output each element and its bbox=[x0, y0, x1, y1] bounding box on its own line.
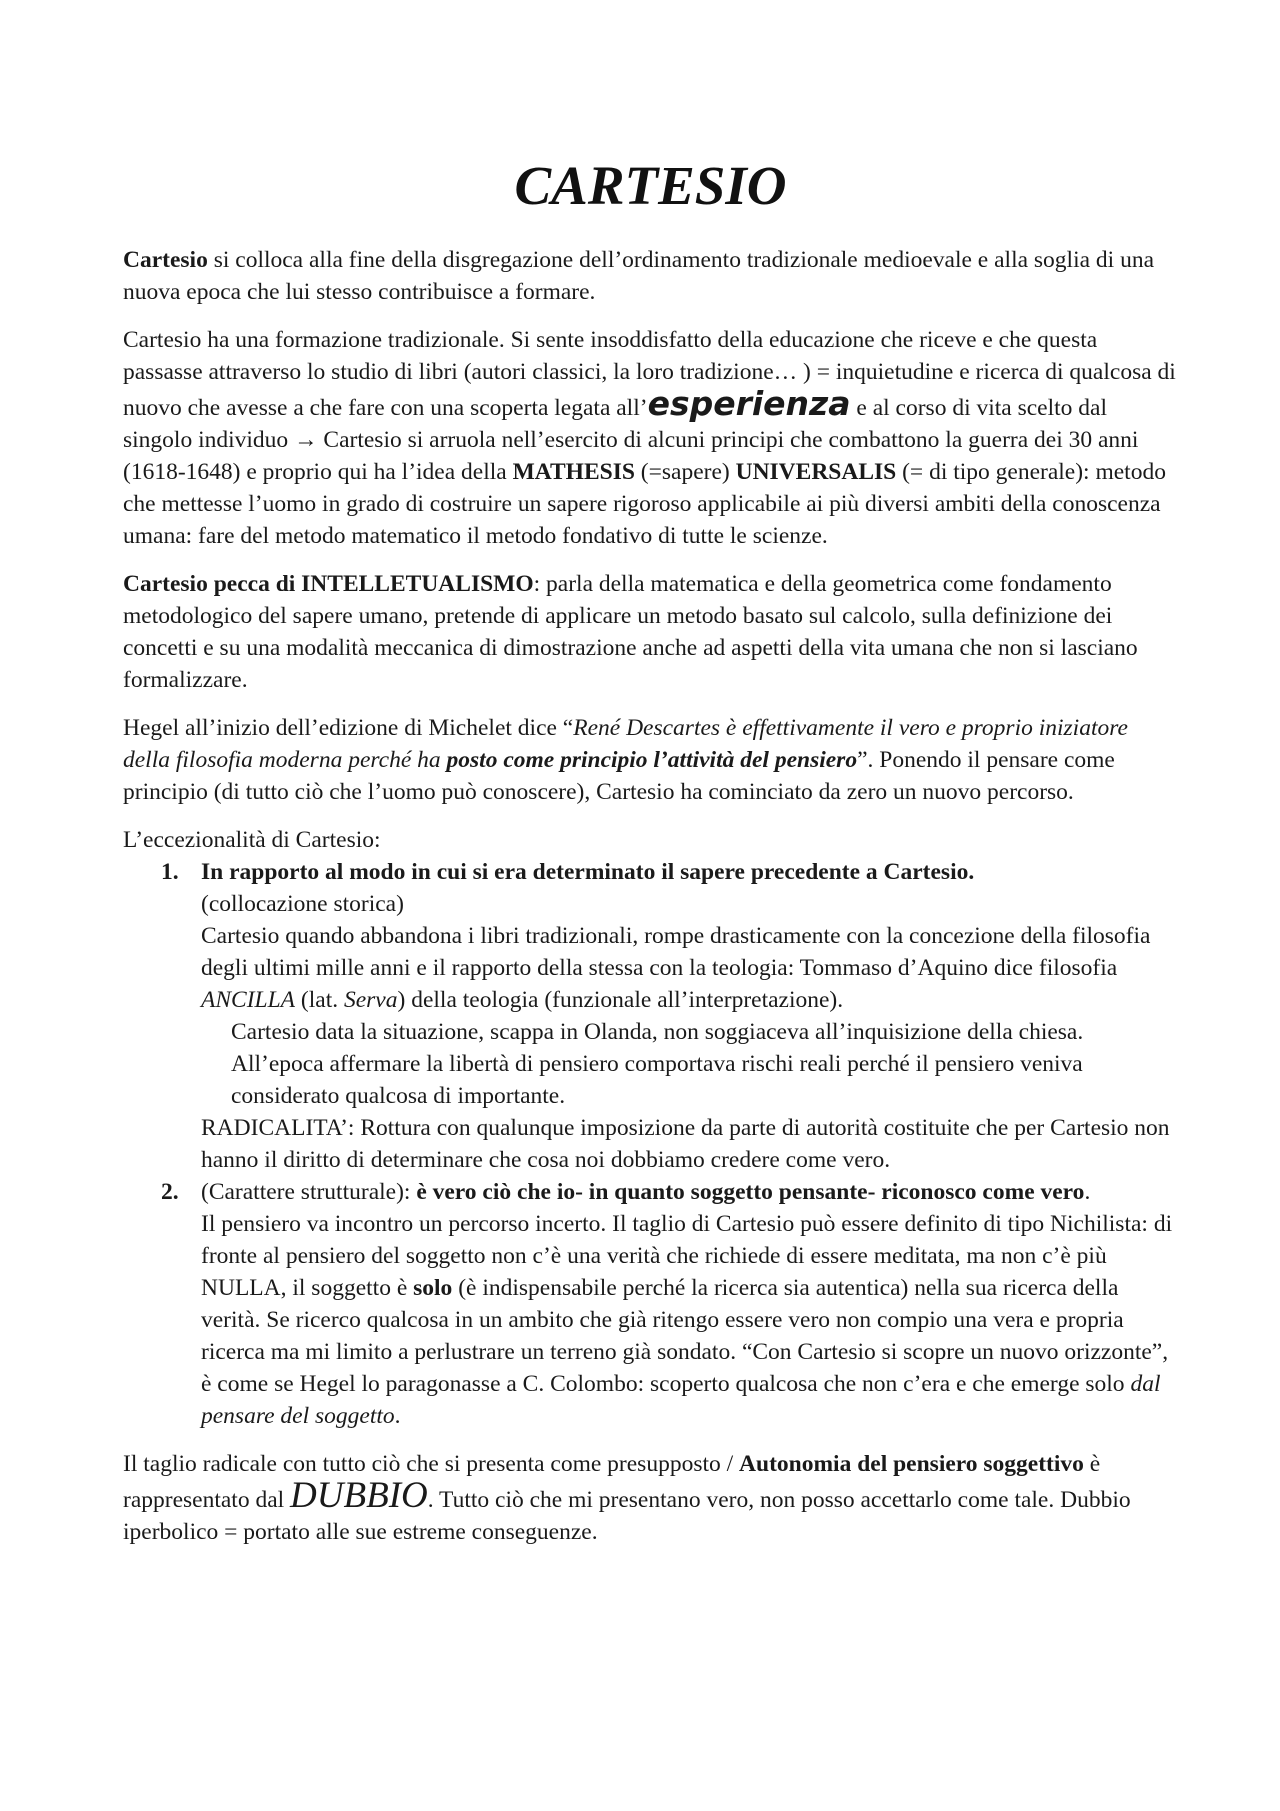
bold-term: UNIVERSALIS bbox=[735, 459, 897, 485]
text: si colloca alla fine della disgregazione dell’ordinamento tradizionale medioevale e alla soglia di una nuova epoca che lui stesso contribuisce a formare. bbox=[123, 247, 1154, 305]
list-item bbox=[123, 856, 1178, 1176]
list-intro: L’eccezionalità di Cartesio: bbox=[123, 827, 381, 853]
emphasis-dubbio: DUBBIO bbox=[290, 1475, 428, 1516]
text: è rappresentato dal bbox=[123, 1451, 1101, 1513]
emphasis-esperienza: esperienza bbox=[647, 384, 851, 423]
bold-italic-quote: posto come principio l’attività del pensiero bbox=[446, 747, 858, 773]
list-number: 2. bbox=[161, 1179, 179, 1205]
text: (lat. bbox=[295, 987, 344, 1013]
text: Il pensiero va incontro un percorso incerto. Il taglio di Cartesio può essere definito di tipo Nichilista: di fronte al pensiero del soggetto non c’è una verità che richiede di essere meditata, ma non c’è più NULLA, il soggetto è bbox=[201, 1211, 1173, 1301]
paragraph-intellectualism bbox=[123, 568, 1178, 696]
text: : parla della matematica e della geometrica come fondamento metodologico del sapere umano, pretende di applicare un metodo basato sul calcolo, sulla definizione dei concetti e su una modalità meccanica di dimostrazione anche ad aspetti della vita umana che non si lasciano formalizzare. bbox=[123, 571, 1138, 693]
text: (= di tipo generale): metodo che mettesse l’uomo in grado di costruire un sapere rigoroso applicabile ai più diversi ambiti della conoscenza umana: fare del metodo matematico il metodo fondativo di tutte le scienze. bbox=[123, 459, 1166, 549]
document-content bbox=[123, 150, 1178, 1564]
list-item-heading: In rapporto al modo in cui si era determinato il sapere precedente a Cartesio. bbox=[201, 859, 975, 885]
text: (è indispensabile perché la ricerca sia autentica) nella sua ricerca della verità. Se ricerco qualcosa in un ambito che già ritengo essere vero non compio una vera e propria ricerca ma mi limito a perlustrare un terreno già sondato. “Con Cartesio si scopre un nuovo orizzonte”, è come se Hegel lo paragonasse a C. Colombo: scoperto qualcosa che non c’era e che emerge solo bbox=[201, 1275, 1169, 1397]
list-item-heading bbox=[201, 1176, 1178, 1208]
list-number: 1. bbox=[161, 859, 179, 885]
list-item bbox=[123, 1176, 1178, 1432]
italic-term: ANCILLA bbox=[201, 987, 296, 1013]
bold-term: Cartesio bbox=[123, 247, 208, 273]
text: Cartesio ha una formazione tradizionale. Si sente insoddisfatto della educazione che riceve e che questa passasse attraverso lo studio di libri (autori classici, la loro tradizione… ) = inquietudine e ricerca di qualcosa di nuovo che avesse a che fare con una scoperta legata all’ bbox=[123, 327, 1176, 421]
text: Il taglio radicale con tutto ciò che si presenta come presupposto / bbox=[123, 1451, 740, 1477]
text: e al corso di vita scelto dal singolo individuo → Cartesio si arruola nell’esercito di alcuni principi che combattono la guerra dei 30 anni (1618-1648) e proprio qui ha l’idea della bbox=[123, 395, 1139, 485]
list-item-radicality: RADICALITA’: Rottura con qualunque imposizione da parte di autorità costituite che per Cartesio non hanno il diritto di determinare che cosa noi dobbiamo credere come vero. bbox=[201, 1115, 1170, 1173]
list-item-body bbox=[201, 920, 1178, 1016]
numbered-list bbox=[123, 856, 1178, 1432]
text: ”. Ponendo il pensare come principio (di tutto ciò che l’uomo può conoscere), Cartesio ha cominciato da zero un nuovo percorso. bbox=[123, 747, 1115, 805]
bold-term: MATHESIS bbox=[512, 459, 635, 485]
bold-term: Cartesio pecca di INTELLETUALISMO bbox=[123, 571, 534, 597]
text: ) della teologia (funzionale all’interpretazione). bbox=[397, 987, 844, 1013]
list-item-body bbox=[201, 1208, 1178, 1432]
paragraph-intro bbox=[123, 244, 1178, 308]
paragraph-formation bbox=[123, 324, 1178, 552]
text: . Tutto ciò che mi presentano vero, non posso accettarlo come tale. Dubbio iperbolico = portato alle sue estreme conseguenze. bbox=[123, 1487, 1131, 1545]
text: . bbox=[1084, 1179, 1091, 1205]
bold-term: Autonomia del pensiero soggettivo bbox=[739, 1451, 1084, 1477]
list-item-indented-text: Cartesio data la situazione, scappa in Olanda, non soggiaceva all’inquisizione della chiesa. All’epoca affermare la libertà di pensiero comportava rischi reali perché il pensiero veniva considerato qualcosa di importante. bbox=[231, 1019, 1084, 1109]
paragraph-doubt bbox=[123, 1448, 1178, 1548]
italic-phrase: dal pensare del soggetto bbox=[201, 1371, 1161, 1429]
text: Hegel all’inizio dell’edizione di Michelet dice “ bbox=[123, 715, 574, 741]
bold-term: solo bbox=[413, 1275, 453, 1301]
text: Cartesio quando abbandona i libri tradizionali, rompe drasticamente con la concezione della filosofia degli ultimi mille anni e il rapporto della stessa con la teologia: Tommaso d’Aquino dice filosofia bbox=[201, 923, 1151, 981]
paragraph-hegel bbox=[123, 712, 1178, 808]
text: (Carattere strutturale): bbox=[201, 1179, 417, 1205]
text: (=sapere) bbox=[634, 459, 736, 485]
page-title: CARTESIO bbox=[514, 155, 787, 216]
bold-statement: è vero ciò che io- in quanto soggetto pensante- riconosco come vero bbox=[416, 1179, 1085, 1205]
italic-quote: René Descartes è effettivamente il vero e proprio iniziatore della filosofia moderna perché ha bbox=[123, 715, 1128, 773]
list-item-subheading: (collocazione storica) bbox=[201, 891, 404, 917]
italic-term: Serva bbox=[343, 987, 398, 1013]
text: . bbox=[394, 1403, 401, 1429]
